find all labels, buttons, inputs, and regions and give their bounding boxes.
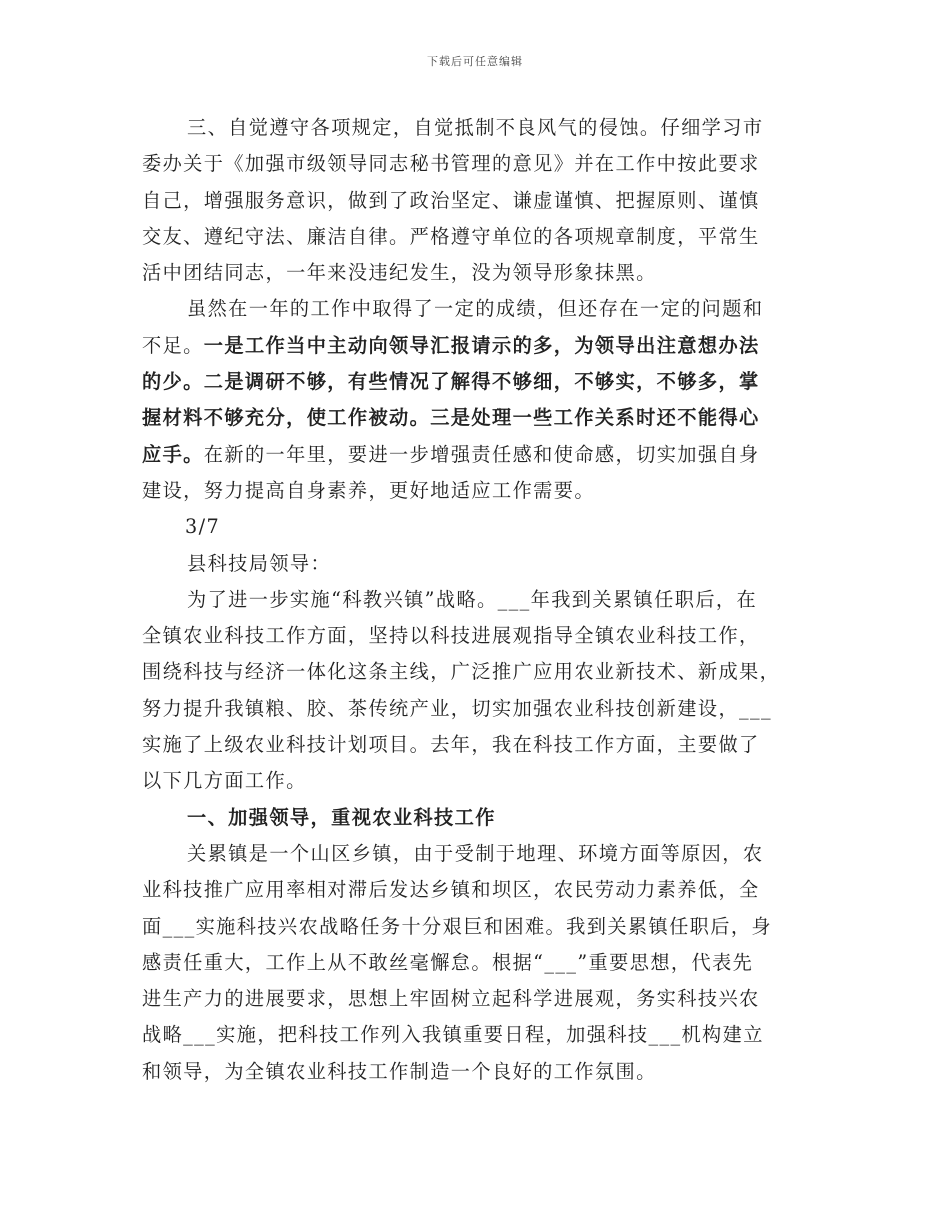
text-line — [142, 110, 822, 146]
text-segment: 感责任重大，工作上从不敢丝毫懈怠。根据“___”重要思想，代表先 — [142, 950, 754, 974]
bold-text-segment: 握材料不够充分，使工作被动。三是处理一些工作关系时还不能得心 — [142, 406, 760, 430]
page-header: 下载后可任意编辑 — [427, 55, 523, 68]
text-segment: 3/7 — [185, 515, 221, 539]
text-segment: 围绕科技与经济一体化这条主线，广泛推广应用农业新技术、新成果， — [142, 660, 781, 684]
text-segment: 县科技局领导： — [187, 551, 332, 575]
text-line — [142, 1054, 822, 1090]
text-line — [142, 183, 822, 219]
text-segment: 努力提升我镇粮、胶、茶传统产业，切实加强农业科技创新建设，___ — [142, 696, 773, 720]
text-segment: 面___实施科技兴农战略任务十分艰巨和困难。我到关累镇任职后，身 — [142, 914, 773, 938]
text-segment: 以下几方面工作。 — [142, 769, 307, 793]
page-number — [142, 509, 822, 545]
text-line — [142, 364, 822, 400]
text-segment: 和领导，为全镇农业科技工作制造一个良好的工作氛围。 — [142, 1059, 657, 1083]
text-line — [142, 691, 822, 727]
text-line — [142, 437, 822, 473]
text-line — [142, 836, 822, 872]
text-segment: 进生产力的进展要求，思想上牢固树立起科学进展观，务实科技兴农 — [142, 987, 760, 1011]
text-segment: 实施了上级农业科技计划项目。去年，我在科技工作方面，主要做了 — [142, 733, 760, 757]
bold-text-segment: 一、加强领导，重视农业科技工作 — [187, 805, 496, 829]
text-line — [142, 219, 822, 255]
text-line — [142, 146, 822, 182]
text-segment: 三、自觉遵守各项规定，自觉抵制不良风气的侵蚀。仔细学习市 — [187, 116, 764, 139]
text-segment: 虽然在一年的工作中取得了一定的成绩，但还存在一定的问题和 — [187, 297, 764, 321]
text-segment: 为了进一步实施“科教兴镇”战略。___年我到关累镇任职后，在 — [187, 587, 758, 611]
text-line — [142, 800, 822, 836]
text-segment: 全镇农业科技工作方面，坚持以科技进展观指导全镇农业科技工作， — [142, 624, 760, 648]
text-line — [142, 546, 822, 582]
text-segment: 自己，增强服务意识，做到了政治坚定、谦虚谨慎、把握原则、谨慎 — [142, 188, 760, 212]
text-segment: 交友、遵纪守法、廉洁自律。严格遵守单位的各项规章制度，平常生 — [142, 224, 760, 248]
text-line — [142, 618, 822, 654]
bold-text-segment: 的少。二是调研不够，有些情况了解得不够细，不够实，不够多，掌 — [142, 370, 760, 394]
text-line — [142, 291, 822, 327]
text-line — [142, 654, 822, 690]
text-segment: 在新的一年里，要进一步增强责任感和使命感，切实加强自身 — [203, 442, 760, 466]
bold-text-segment: 应手。 — [142, 442, 204, 466]
text-line — [142, 1017, 822, 1053]
text-line — [142, 909, 822, 945]
text-segment: 活中团结同志，一年来没违纪发生，没为领导形象抹黑。 — [142, 261, 657, 285]
text-segment: 业科技推广应用率相对滞后发达乡镇和坝区，农民劳动力素养低，全 — [142, 878, 760, 902]
text-line — [142, 400, 822, 436]
text-line — [142, 473, 822, 509]
text-line — [142, 727, 822, 763]
text-line — [142, 872, 822, 908]
text-segment: 战略___实施，把科技工作列入我镇重要日程，加强科技___机构建立 — [142, 1023, 764, 1047]
document-body — [142, 110, 822, 1090]
text-line — [142, 255, 822, 291]
text-segment: 关累镇是一个山区乡镇，由于受制于地理、环境方面等原因，农 — [187, 841, 764, 865]
text-line — [142, 981, 822, 1017]
bold-text-segment: 一是工作当中主动向领导汇报请示的多，为领导出注意想办法 — [203, 333, 760, 357]
text-segment: 建设，努力提高自身素养，更好地适应工作需要。 — [142, 478, 595, 502]
text-segment: 委办关于《加强市级领导同志秘书管理的意见》并在工作中按此要求 — [142, 152, 760, 176]
text-line — [142, 945, 822, 981]
text-line — [142, 328, 822, 364]
text-segment: 不足。 — [142, 333, 204, 357]
text-line — [142, 582, 822, 618]
text-line — [142, 763, 822, 799]
